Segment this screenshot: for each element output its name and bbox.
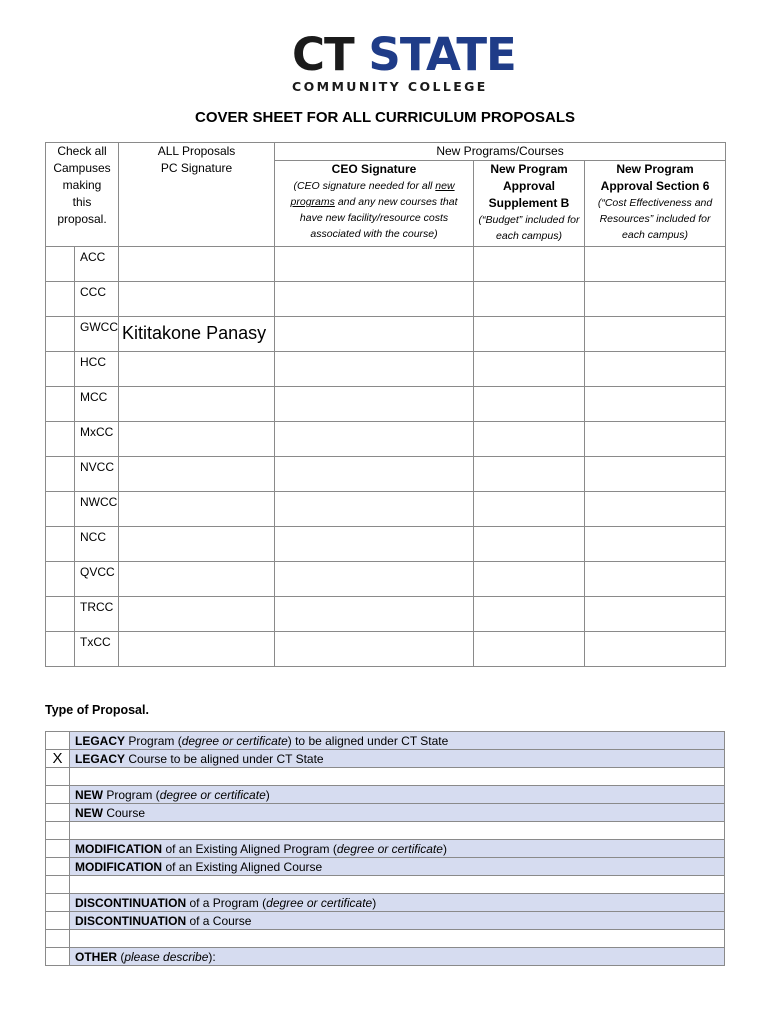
supplement-b-field[interactable]: [474, 527, 585, 562]
ceo-signature-field[interactable]: [275, 632, 474, 667]
check-all-header: Check all Campuses making this proposal.: [46, 143, 119, 247]
campus-checkbox[interactable]: [46, 562, 75, 597]
pc-signature-field[interactable]: [119, 422, 275, 457]
section-6-field[interactable]: [585, 247, 726, 282]
campus-row: TRCC: [46, 597, 726, 632]
section-6-field[interactable]: [585, 527, 726, 562]
campus-row: NWCC: [46, 492, 726, 527]
campus-row: NCC: [46, 527, 726, 562]
campus-row: MCC: [46, 387, 726, 422]
modification-course-label: MODIFICATION of an Existing Aligned Course: [70, 858, 725, 876]
supplement-b-header: New Program Approval Supplement B (“Budget” included for each campus): [474, 161, 585, 247]
campus-row: QVCC: [46, 562, 726, 597]
proposal-type-row: [46, 948, 725, 966]
pc-signature-field[interactable]: [119, 352, 275, 387]
campus-checkbox[interactable]: [46, 527, 75, 562]
modification-program-label: MODIFICATION of an Existing Aligned Program (degree or certificate): [70, 840, 725, 858]
pc-signature-field[interactable]: [119, 597, 275, 632]
pc-signature-field[interactable]: [119, 282, 275, 317]
campus-row: ACC: [46, 247, 726, 282]
discontinuation-course-checkbox[interactable]: [46, 912, 70, 930]
section-6-field[interactable]: [585, 457, 726, 492]
type-of-proposal-heading: Type of Proposal.: [45, 703, 149, 717]
discontinuation-program-checkbox[interactable]: [46, 894, 70, 912]
spacer-row: [46, 768, 725, 786]
proposal-type-row: [46, 858, 725, 876]
campus-checkbox[interactable]: [46, 422, 75, 457]
proposal-type-table: [45, 731, 725, 966]
proposal-type-row: [46, 732, 725, 750]
supplement-b-field[interactable]: [474, 492, 585, 527]
section-6-field[interactable]: [585, 597, 726, 632]
supplement-b-field[interactable]: [474, 247, 585, 282]
discontinuation-program-label: DISCONTINUATION of a Program (degree or certificate): [70, 894, 725, 912]
page-title: COVER SHEET FOR ALL CURRICULUM PROPOSALS: [194, 109, 576, 126]
pc-signature-field[interactable]: [119, 562, 275, 597]
ceo-signature-field[interactable]: [275, 597, 474, 632]
proposal-type-row: [46, 786, 725, 804]
supplement-b-field[interactable]: [474, 282, 585, 317]
supplement-b-field[interactable]: [474, 457, 585, 492]
proposal-type-row: [46, 912, 725, 930]
spacer-row: [46, 876, 725, 894]
pc-signature-field[interactable]: [119, 632, 275, 667]
pc-signature-field[interactable]: [119, 527, 275, 562]
supplement-b-field[interactable]: [474, 422, 585, 457]
legacy-course-label: LEGACY Course to be aligned under CT State: [70, 750, 725, 768]
proposal-type-row: [46, 750, 725, 768]
ceo-signature-field[interactable]: [275, 387, 474, 422]
logo-wordmark: CT STATE: [292, 28, 516, 81]
section-6-field[interactable]: [585, 632, 726, 667]
supplement-b-field[interactable]: [474, 387, 585, 422]
campus-checkbox[interactable]: [46, 282, 75, 317]
section-6-field[interactable]: [585, 562, 726, 597]
section-6-field[interactable]: [585, 387, 726, 422]
logo-subtitle: COMMUNITY COLLEGE: [292, 79, 488, 94]
section-6-field[interactable]: [585, 492, 726, 527]
ceo-signature-field[interactable]: [275, 317, 474, 352]
supplement-b-field[interactable]: [474, 352, 585, 387]
proposal-type-row: [46, 840, 725, 858]
ceo-signature-field[interactable]: [275, 352, 474, 387]
ceo-signature-header: CEO Signature (CEO signature needed for all new programs and any new courses that have new facility/resource costs associated with the course): [275, 161, 474, 247]
ceo-signature-field[interactable]: [275, 282, 474, 317]
section-6-header: New Program Approval Section 6 (“Cost Effectiveness and Resources” included for each campus): [585, 161, 726, 247]
campus-row: TxCC: [46, 632, 726, 667]
ct-state-logo: [292, 28, 516, 94]
campus-checkbox[interactable]: [46, 247, 75, 282]
pc-signature-field[interactable]: [119, 387, 275, 422]
modification-course-checkbox[interactable]: [46, 858, 70, 876]
campus-row: MxCC: [46, 422, 726, 457]
campus-row: CCC: [46, 282, 726, 317]
campus-row: NVCC: [46, 457, 726, 492]
new-programs-header: New Programs/Courses: [275, 143, 726, 161]
pc-signature-field[interactable]: [119, 247, 275, 282]
pc-signature-field[interactable]: Kititakone Panasy: [119, 317, 275, 352]
supplement-b-field[interactable]: [474, 632, 585, 667]
new-program-label: NEW Program (degree or certificate): [70, 786, 725, 804]
legacy-program-label: LEGACY Program (degree or certificate) to be aligned under CT State: [70, 732, 725, 750]
campus-row: GWCC Kititakone Panasy: [46, 317, 726, 352]
legacy-course-checkbox[interactable]: X: [46, 750, 70, 768]
supplement-b-field[interactable]: [474, 317, 585, 352]
modification-program-checkbox[interactable]: [46, 840, 70, 858]
new-course-label: NEW Course: [70, 804, 725, 822]
other-checkbox[interactable]: [46, 948, 70, 966]
pc-signature-header: ALL Proposals PC Signature: [119, 143, 275, 247]
supplement-b-field[interactable]: [474, 597, 585, 632]
section-6-field[interactable]: [585, 282, 726, 317]
legacy-program-checkbox[interactable]: [46, 732, 70, 750]
campus-checkbox[interactable]: [46, 632, 75, 667]
campus-checkbox[interactable]: [46, 387, 75, 422]
supplement-b-field[interactable]: [474, 562, 585, 597]
proposal-type-row: [46, 804, 725, 822]
new-program-checkbox[interactable]: [46, 786, 70, 804]
ceo-signature-field[interactable]: [275, 457, 474, 492]
ceo-signature-field[interactable]: [275, 562, 474, 597]
section-6-field[interactable]: [585, 317, 726, 352]
section-6-field[interactable]: [585, 422, 726, 457]
other-label: OTHER (please describe):: [70, 948, 725, 966]
section-6-field[interactable]: [585, 352, 726, 387]
campus-row: HCC: [46, 352, 726, 387]
ceo-signature-field[interactable]: [275, 422, 474, 457]
ceo-signature-field[interactable]: [275, 527, 474, 562]
campus-checkbox[interactable]: [46, 597, 75, 632]
campus-checkbox[interactable]: [46, 352, 75, 387]
proposal-type-row: [46, 894, 725, 912]
discontinuation-course-label: DISCONTINUATION of a Course: [70, 912, 725, 930]
campus-checkbox[interactable]: [46, 457, 75, 492]
ceo-signature-field[interactable]: [275, 247, 474, 282]
spacer-row: [46, 930, 725, 948]
new-course-checkbox[interactable]: [46, 804, 70, 822]
spacer-row: [46, 822, 725, 840]
pc-signature-field[interactable]: [119, 492, 275, 527]
campus-signature-table: [45, 142, 726, 667]
campus-checkbox[interactable]: [46, 317, 75, 352]
pc-signature-field[interactable]: [119, 457, 275, 492]
ceo-signature-field[interactable]: [275, 492, 474, 527]
campus-checkbox[interactable]: [46, 492, 75, 527]
